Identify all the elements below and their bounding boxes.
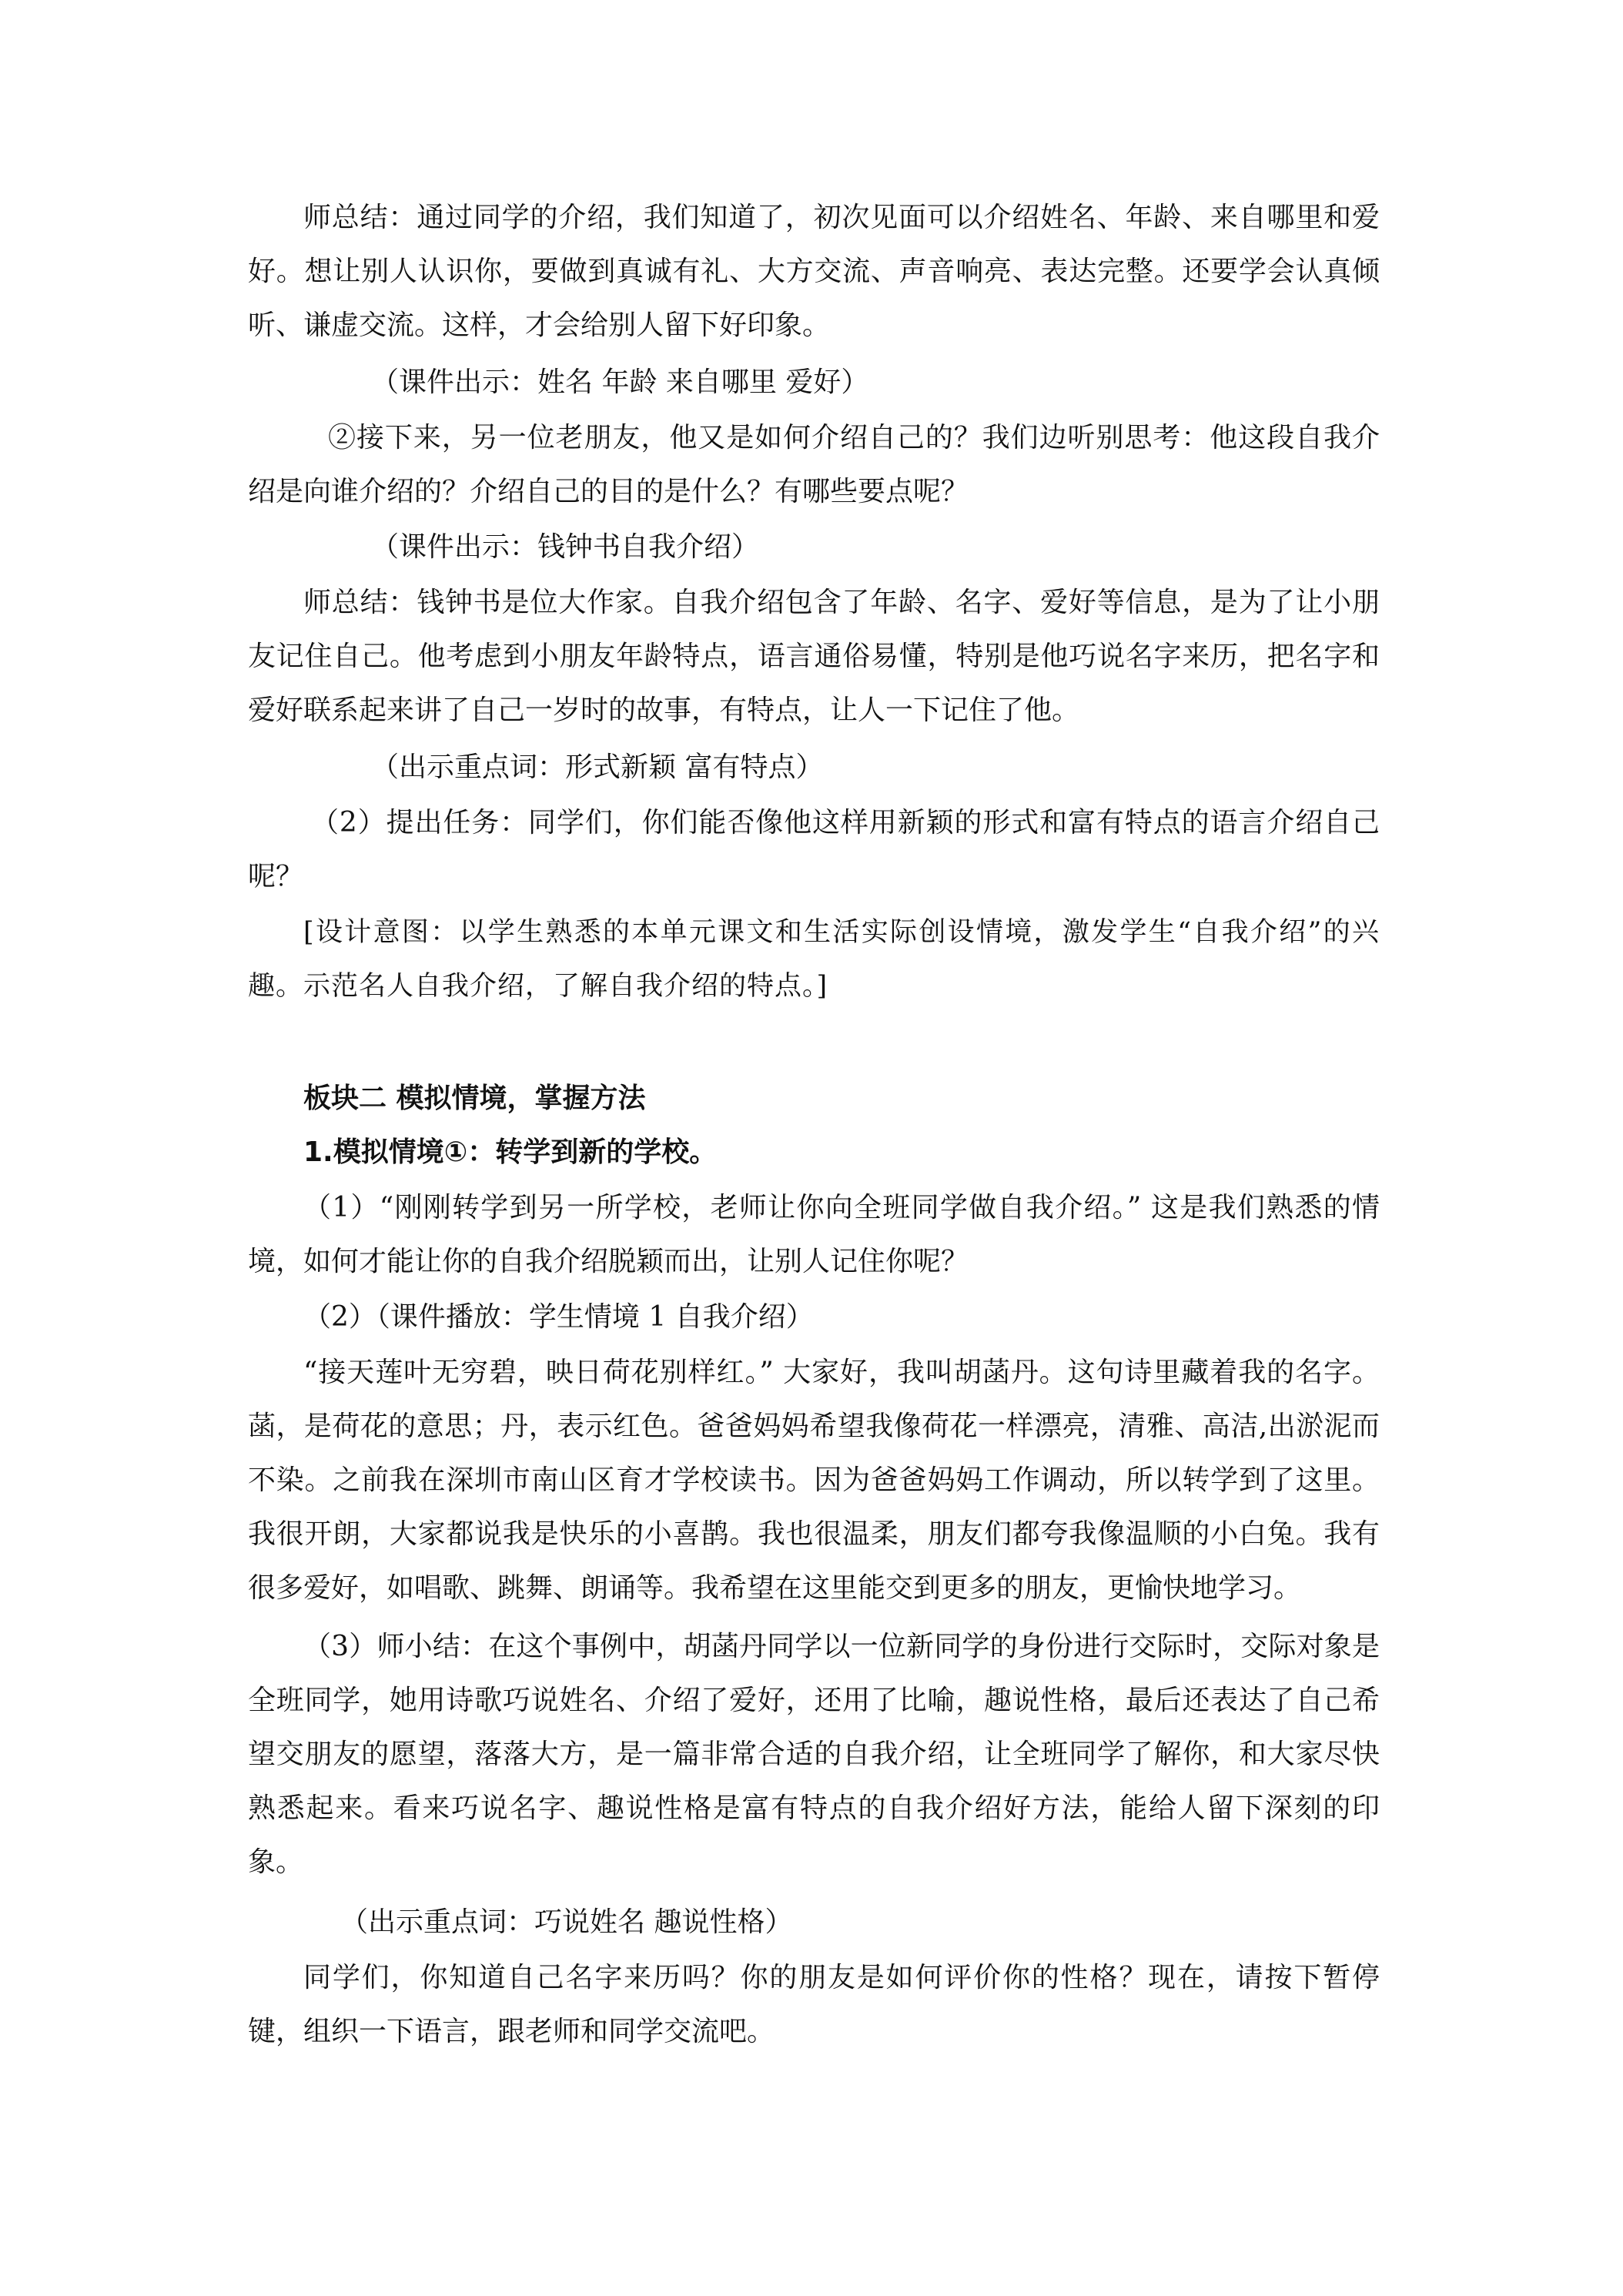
paragraph-student-intro: “接天莲叶无穷碧，映日荷花别样红。” 大家好，我叫胡菡丹。这句诗里藏着我的名字。菡，是荷花的意思；丹，表示红色。爸爸妈妈希望我像荷花一样漂亮，清雅、高洁,出淤泥而不染。之前我在深圳市南山区育才学校读书。因为爸爸妈妈工作调动，所以转学到了这里。我很开朗，大家都说我是快乐的小喜鹊。我也很温柔，朋友们都夸我像温顺的小白兔。我有很多爱好，如唱歌、跳舞、朗诵等。我希望在这里能交到更多的朋友，更愉快地学习。 <box>248 1357 1380 1604</box>
paragraph-teacher-summary-1: 师总结：通过同学的介绍，我们知道了，初次见面可以介绍姓名、年龄、来自哪里和爱好。想让别人认识你，要做到真诚有礼、大方交流、声音响亮、表达完整。还要学会认真倾听、谦虚交流。这样，才会给别人留下好印象。 <box>248 202 1380 341</box>
design-intent: [设计意图：以学生熟悉的本单元课文和生活实际创设情境，激发学生“自我介绍”的兴趣。示范名人自我介绍，了解自我介绍的特点。] <box>248 917 1380 1002</box>
keyword-cue-1: （出示重点词：形式新颖 富有特点） <box>371 751 824 783</box>
paragraph-teacher-summary-2: 师总结：钱钟书是位大作家。自我介绍包含了年龄、名字、爱好等信息，是为了让小朋友记住自己。他考虑到小朋友年龄特点，语言通俗易懂，特别是他巧说名字来历，把名字和爱好联系起来讲了自己一岁时的故事，有特点，让人一下记住了他。 <box>248 587 1380 726</box>
paragraph-next-friend: ②接下来，另一位老朋友，他又是如何介绍自己的？我们边听别思考：他这段自我介绍是向谁介绍的？介绍自己的目的是什么？有哪些要点呢？ <box>248 422 1380 507</box>
paragraph-playback: （2）（课件播放：学生情境 1 自我介绍） <box>303 1301 814 1333</box>
paragraph-scenario: （1）“刚刚转学到另一所学校，老师让你向全班同学做自我介绍。” 这是我们熟悉的情境，如何才能让你的自我介绍脱颖而出，让别人记住你呢？ <box>248 1192 1380 1277</box>
paragraph-teacher-summary-3: （3）师小结：在这个事例中，胡菡丹同学以一位新同学的身份进行交际时，交际对象是全班同学，她用诗歌巧说姓名、介绍了爱好，还用了比喻，趣说性格，最后还表达了自己希望交朋友的愿望，落落大方，是一篇非常合适的自我介绍，让全班同学了解你，和大家尽快熟悉起来。看来巧说名字、趣说性格是富有特点的自我介绍好方法，能给人留下深刻的印象。 <box>248 1631 1380 1878</box>
courseware-cue-1: （课件出示：姓名 年龄 来自哪里 爱好） <box>371 366 869 398</box>
courseware-cue-2: （课件出示：钱钟书自我介绍） <box>371 531 760 563</box>
paragraph-task: （2）提出任务：同学们，你们能否像他这样用新颖的形式和富有特点的语言介绍自己呢？ <box>248 807 1380 892</box>
subsection-title: 1.模拟情境①：转学到新的学校。 <box>303 1136 718 1168</box>
paragraph-activity: 同学们，你知道自己名字来历吗？你的朋友是如何评价你的性格？现在，请按下暂停键，组织一下语言，跟老师和同学交流吧。 <box>248 1962 1380 2047</box>
keyword-cue-2: （出示重点词：巧说姓名 趣说性格） <box>340 1906 793 1938</box>
section-title: 板块二 模拟情境，掌握方法 <box>303 1083 646 1114</box>
